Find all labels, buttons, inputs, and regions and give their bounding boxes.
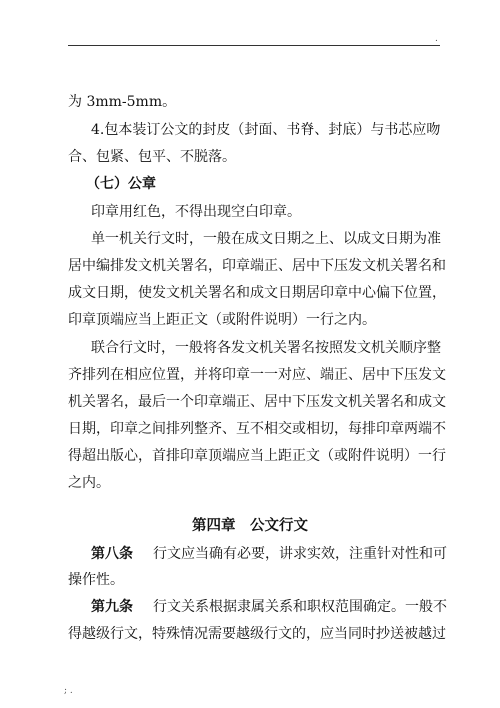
text-line: 印章用红色，不得出现空白印章。 [91, 204, 301, 220]
section-heading: （七）公章 [86, 176, 156, 192]
text-line: 居中编排发文机关署名，印章端正、居中下压发文机关署名和 [68, 258, 446, 274]
text-line: 联合行文时，一般将各发文机关署名按照发文机关顺序整 [91, 340, 441, 356]
article-9-label: 第九条 [91, 599, 133, 615]
text-line: 日期，印章之间排列整齐、互不相交或相切，每排印章两端不 [68, 421, 446, 437]
text-line: 4.包本装订公文的封皮（封面、书脊、封底）与书芯应吻 [91, 122, 441, 138]
text-line: 得越级行文，特殊情况需要越级行文的，应当同时抄送被越过 [68, 626, 446, 642]
text-line: 印章顶端应当上距正文（或附件说明）一行之内。 [68, 312, 376, 328]
text-line: 为 3mm-5mm。 [68, 94, 177, 110]
article-9-text: 行文关系根据隶属关系和职权范围确定。一般不 [153, 599, 447, 615]
chapter-heading: 第四章 公文行文 [192, 517, 308, 534]
header-rule [68, 45, 440, 46]
text-line: 齐排列在相应位置，并将印章一一对应、端正、居中下压发文 [68, 367, 446, 383]
text-line: 合、包紧、包平、不脱落。 [68, 149, 236, 165]
article-8-text: 行文应当确有必要，讲求实效，注重针对性和可 [153, 546, 447, 562]
article-8 [68, 545, 448, 563]
article-9 [68, 598, 448, 616]
header-mark: . [435, 34, 438, 44]
text-line: 机关署名，最后一个印章端正、居中下压发文机关署名和成文 [68, 394, 446, 410]
text-line: 得超出版心，首排印章顶端应当上距正文（或附件说明）一行 [68, 448, 446, 464]
text-line: 成文日期，使发文机关署名和成文日期居印章中心偏下位置， [68, 285, 446, 301]
text-line: 之内。 [68, 475, 110, 491]
text-line: 单一机关行文时，一般在成文日期之上、以成文日期为准 [91, 231, 441, 247]
text-line: 操作性。 [68, 572, 124, 588]
footer-mark: ; . [64, 686, 73, 696]
article-8-label: 第八条 [91, 546, 133, 562]
